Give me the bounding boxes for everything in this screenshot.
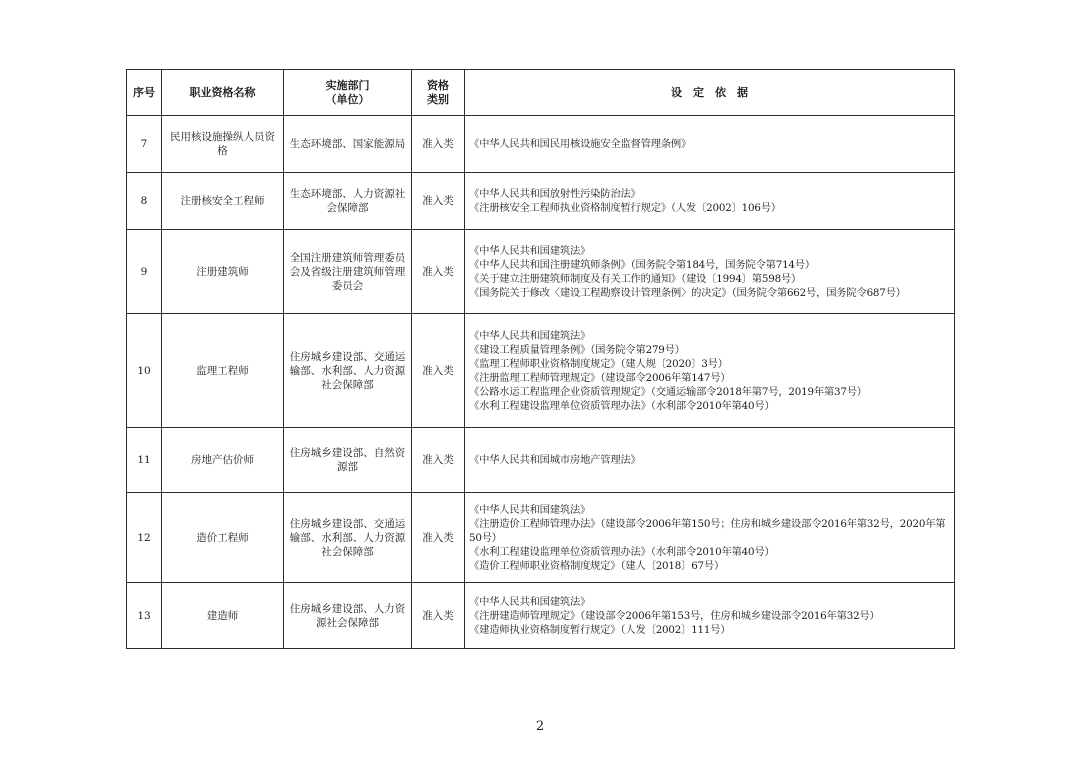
table-row xyxy=(127,493,955,583)
basis-line: 《水利工程建设监理单位资质管理办法》（水利部令2010年第40号） xyxy=(469,399,775,412)
qualification-table xyxy=(126,69,955,649)
table-row xyxy=(127,583,955,649)
row-dept: 住房城乡建设部、自然资源部 xyxy=(284,428,412,493)
basis-line: 《中华人民共和国注册建筑师条例》（国务院令第184号，国务院令第714号） xyxy=(469,258,815,271)
basis-line: 《中华人民共和国民用核设施安全监督管理条例》 xyxy=(469,138,692,150)
row-dept: 生态环境部、国家能源局 xyxy=(284,116,412,173)
row-name: 房地产估价师 xyxy=(162,428,284,493)
header-dept-line1: 实施部门 xyxy=(325,78,370,92)
row-seq: 7 xyxy=(127,116,162,173)
page-number: 2 xyxy=(535,719,545,734)
row-name: 造价工程师 xyxy=(162,493,284,583)
header-name: 职业资格名称 xyxy=(162,70,284,116)
basis-line: 《关于建立注册建筑师制度及有关工作的通知》（建设〔1994〕第598号） xyxy=(469,272,802,285)
row-name: 民用核设施操纵人员资格 xyxy=(162,116,284,173)
row-basis xyxy=(465,583,955,649)
row-name: 注册核安全工程师 xyxy=(162,173,284,230)
row-basis xyxy=(465,428,955,493)
basis-line: 《注册核安全工程师执业资格制度暂行规定》（人发〔2002〕106号） xyxy=(469,202,781,214)
basis-line: 《国务院关于修改〈建设工程勘察设计管理条例〉的决定》（国务院令第662号，国务院令687号） xyxy=(469,286,906,299)
row-name: 注册建筑师 xyxy=(162,230,284,314)
header-cat-line2: 类别 xyxy=(427,92,449,106)
row-seq: 11 xyxy=(127,428,162,493)
row-seq: 13 xyxy=(127,583,162,649)
row-category: 准入类 xyxy=(412,173,465,230)
basis-line: 《造价工程师职业资格制度规定》（建人〔2018〕67号） xyxy=(469,559,725,572)
basis-line: 《公路水运工程监理企业资质管理规定》（交通运输部令2018年第7号，2019年第37号） xyxy=(469,385,867,398)
row-dept: 全国注册建筑师管理委员会及省级注册建筑师管理委员会 xyxy=(284,230,412,314)
header-cat-line1: 资格 xyxy=(427,78,449,92)
basis-line: 《中华人民共和国建筑法》 xyxy=(469,244,591,257)
table-row xyxy=(127,230,955,314)
header-dept xyxy=(284,70,412,116)
row-basis xyxy=(465,173,955,230)
row-seq: 8 xyxy=(127,173,162,230)
row-category: 准入类 xyxy=(412,314,465,428)
row-category: 准入类 xyxy=(412,116,465,173)
row-category: 准入类 xyxy=(412,230,465,314)
row-dept: 住房城乡建设部、交通运输部、水利部、人力资源社会保障部 xyxy=(284,314,412,428)
table-row xyxy=(127,428,955,493)
basis-line: 《中华人民共和国放射性污染防治法》 xyxy=(469,188,641,200)
row-name: 监理工程师 xyxy=(162,314,284,428)
row-category: 准入类 xyxy=(412,583,465,649)
row-basis xyxy=(465,230,955,314)
basis-line: 《注册建造师管理规定》（建设部令2006年第153号，住房和城乡建设部令2016年第32号） xyxy=(469,609,880,622)
row-basis xyxy=(465,116,955,173)
basis-line: 《注册造价工程师管理办法》（建设部令2006年第150号；住房和城乡建设部令2016年第32号，2020年第50号） xyxy=(469,517,946,544)
basis-line: 《注册监理工程师管理规定》（建设部令2006年第147号） xyxy=(469,371,731,384)
header-category xyxy=(412,70,465,116)
basis-line: 《建造师执业资格制度暂行规定》（人发〔2002〕111号） xyxy=(469,623,731,636)
row-name: 建造师 xyxy=(162,583,284,649)
row-basis xyxy=(465,493,955,583)
row-seq: 10 xyxy=(127,314,162,428)
row-dept: 住房城乡建设部、交通运输部、水利部、人力资源社会保障部 xyxy=(284,493,412,583)
table-header-row xyxy=(127,70,955,116)
basis-line: 《水利工程建设监理单位资质管理办法》（水利部令2010年第40号） xyxy=(469,545,775,558)
header-seq: 序号 xyxy=(127,70,162,116)
basis-line: 《中华人民共和国城市房地产管理法》 xyxy=(469,454,641,466)
basis-line: 《建设工程质量管理条例》（国务院令第279号） xyxy=(469,343,685,356)
row-dept: 住房城乡建设部、人力资源社会保障部 xyxy=(284,583,412,649)
row-category: 准入类 xyxy=(412,428,465,493)
header-dept-line2: （单位） xyxy=(325,92,370,106)
table-row xyxy=(127,173,955,230)
basis-line: 《中华人民共和国建筑法》 xyxy=(469,329,591,342)
basis-line: 《中华人民共和国建筑法》 xyxy=(469,595,591,608)
basis-line: 《监理工程师职业资格制度规定》（建人规〔2020〕3号） xyxy=(469,357,728,370)
row-seq: 9 xyxy=(127,230,162,314)
row-basis xyxy=(465,314,955,428)
header-basis: 设 定 依 据 xyxy=(465,70,955,116)
table-row xyxy=(127,314,955,428)
table-row xyxy=(127,116,955,173)
row-seq: 12 xyxy=(127,493,162,583)
row-category: 准入类 xyxy=(412,493,465,583)
basis-line: 《中华人民共和国建筑法》 xyxy=(469,503,591,516)
row-dept: 生态环境部、人力资源社会保障部 xyxy=(284,173,412,230)
